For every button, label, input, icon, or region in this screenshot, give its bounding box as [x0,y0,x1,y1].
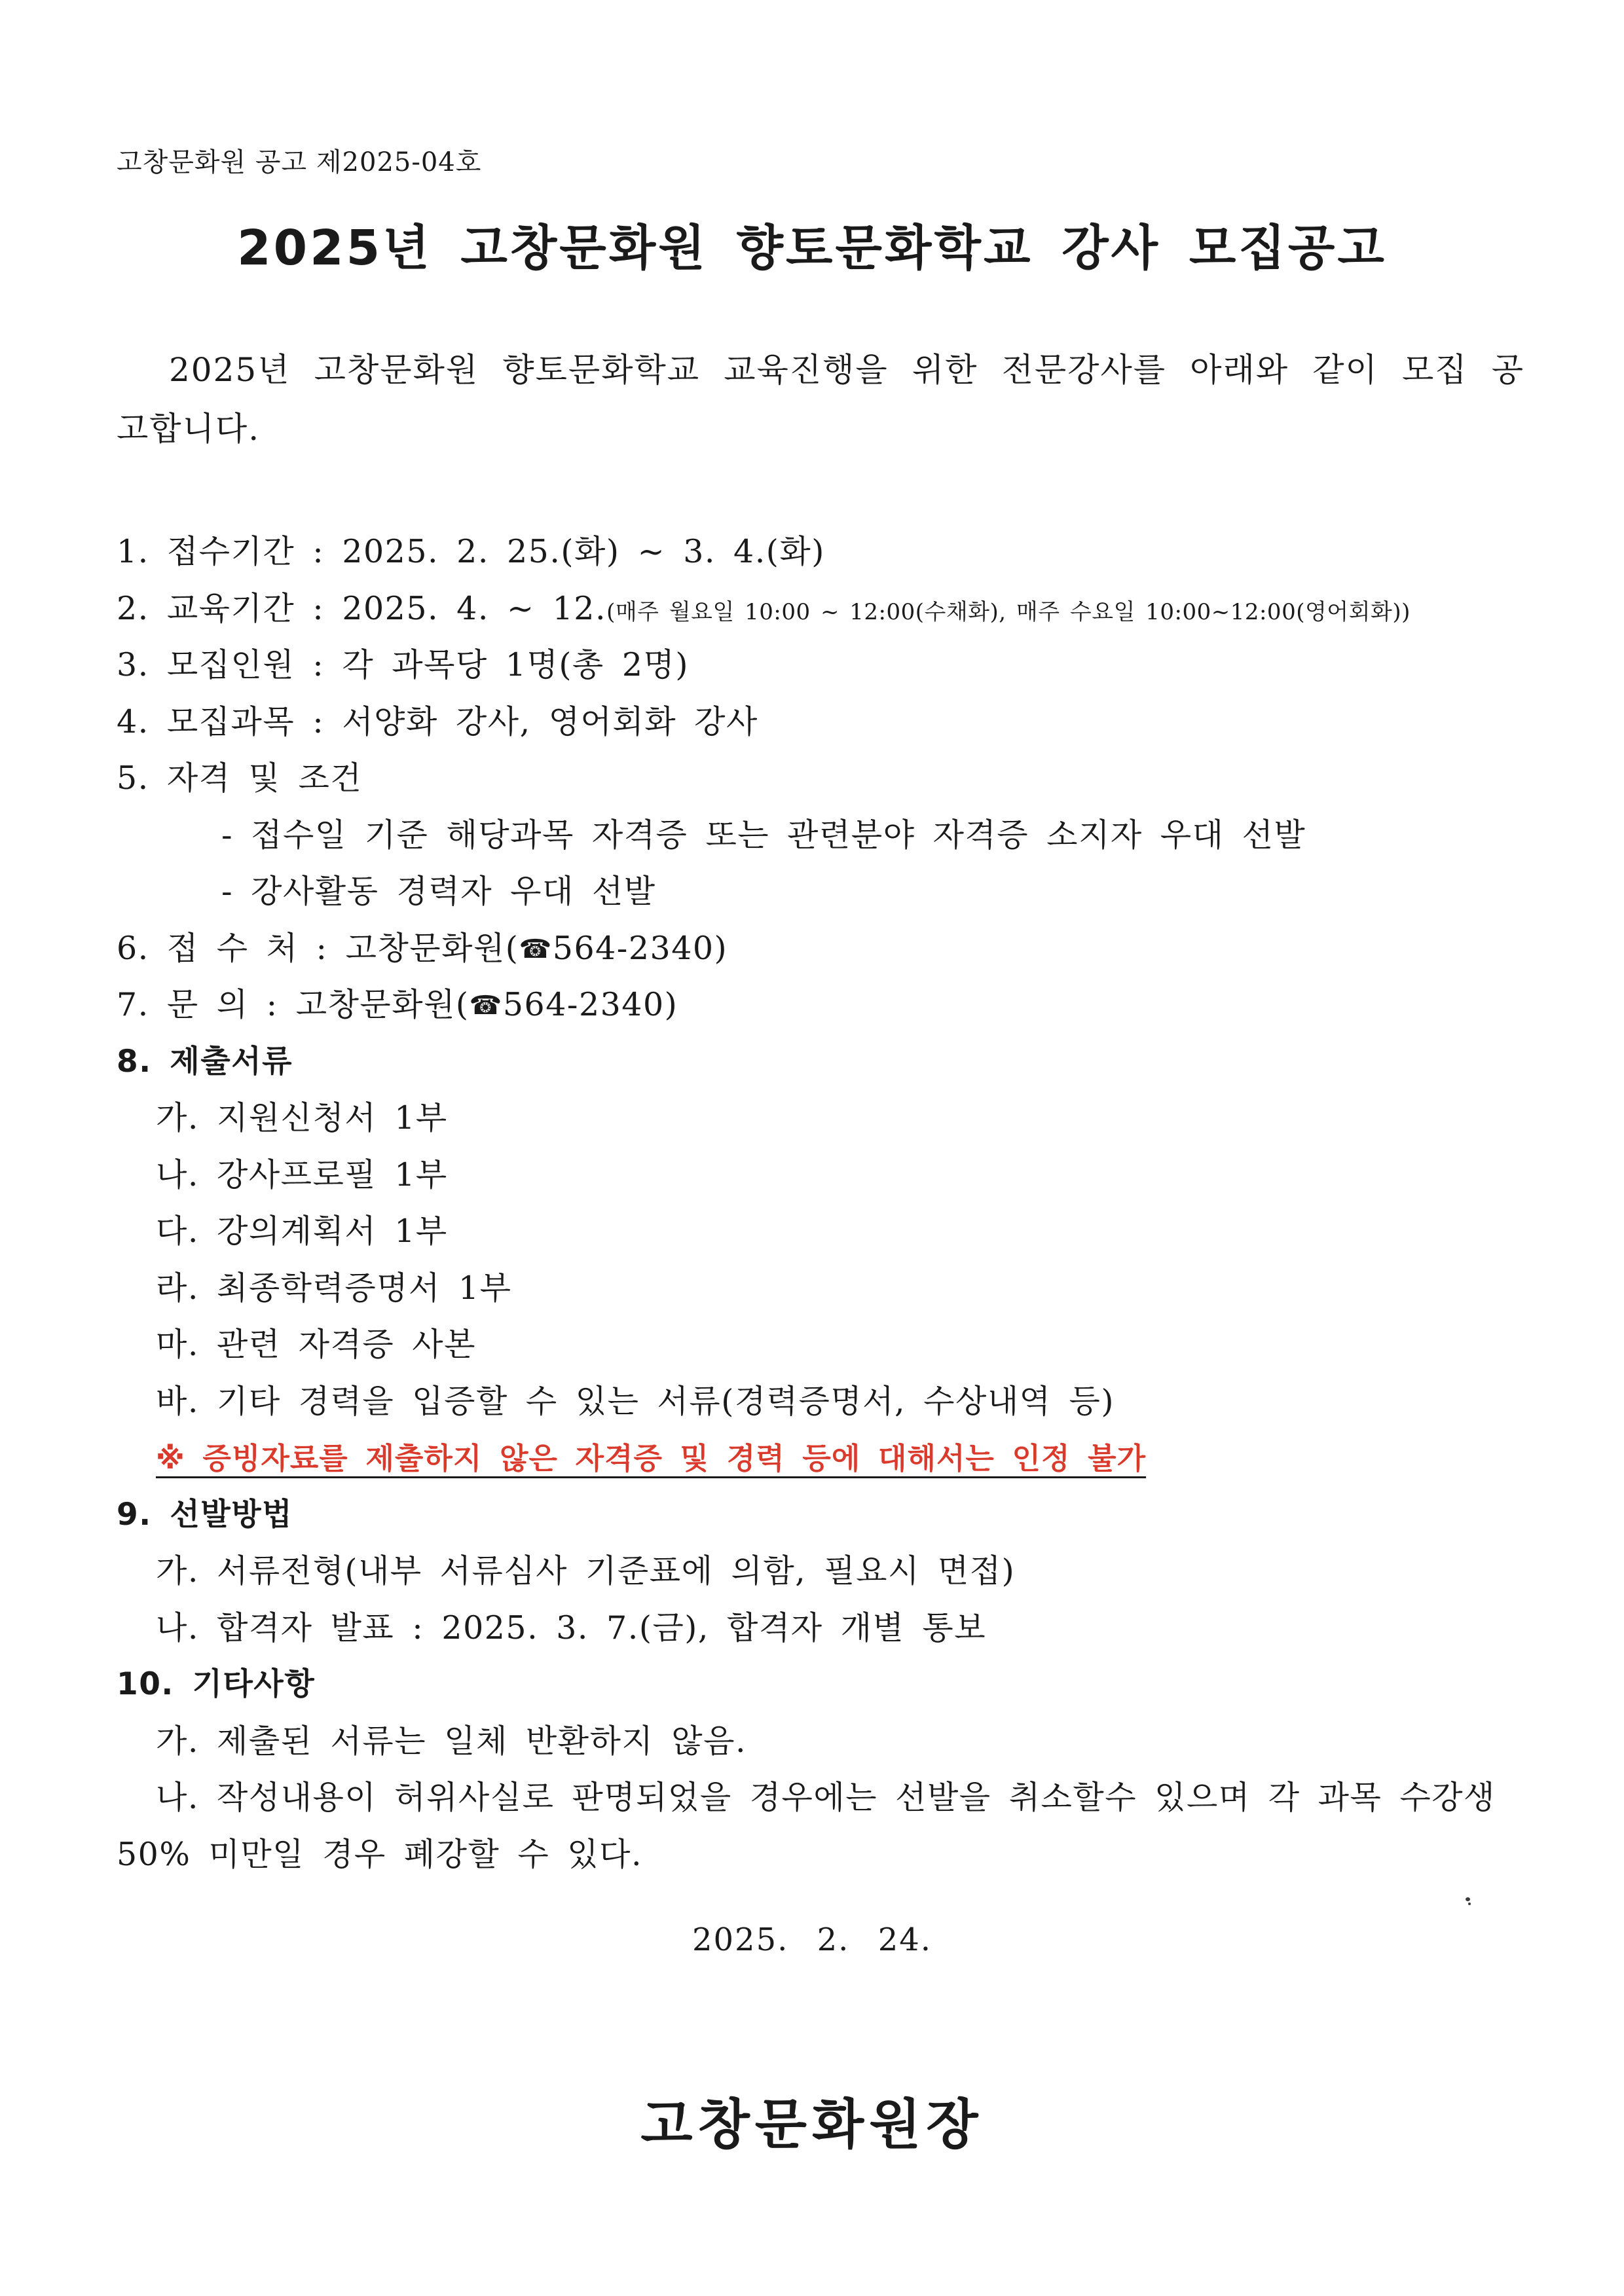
phone-icon: ☎ [519,934,553,964]
other-line: 나. 작성내용이 허위사실로 판명되었을 경우에는 선발을 취소할수 있으며 각 과목 수강생 50% 미만일 경우 폐강할 수 있다. [117,1779,1496,1873]
notice-date: 2025. 2. 24. [692,1922,932,1958]
qualification-line: - 접수일 기준 해당과목 자격증 또는 관련분야 자격증 소지자 우대 선발 [221,816,1306,854]
item-application-period: 1. 접수기간 : 2025. 2. 25.(화) ~ 3. 4.(화) [117,533,825,570]
document-line: 나. 강사프로필 1부 [156,1156,448,1194]
selection-line: 가. 서류전형(내부 서류심사 기준표에 의함, 필요시 면접) [156,1552,1016,1590]
education-period-main: 2. 교육기간 : 2025. 4. ~ 12. [117,589,607,627]
item-other-heading: 10. 기타사항 [117,1666,316,1702]
warning-line [117,1430,1544,1487]
document-line: 마. 관련 자격증 사본 [156,1326,476,1363]
document-line: 라. 최종학력증명서 1부 [156,1269,512,1307]
item-recruit-subjects: 4. 모집과목 : 서양화 강사, 영어회화 강사 [117,702,758,740]
notice-number: 고창문화원 공고 제2025-04호 [117,147,482,177]
reception-label: 6. 접 수 처 : 고창문화원( [117,929,519,967]
item-selection-heading: 9. 선발방법 [117,1496,293,1533]
education-period-detail: (매주 월요일 10:00 ~ 12:00(수채화), 매주 수요일 10:00~12:00(영어회화)) [606,598,1411,625]
item-qualifications: 5. 자격 및 조건 [117,759,363,797]
document-line: 가. 지원신청서 1부 [156,1099,448,1137]
item-recruit-count: 3. 모집인원 : 각 과목당 1명(총 2명) [117,646,689,683]
selection-line: 나. 합격자 발표 : 2025. 3. 7.(금), 합격자 개별 통보 [156,1609,987,1647]
intro-paragraph: 2025년 고창문화원 향토문화학교 교육진행을 위한 전문강사를 아래와 같이 모집 공고합니다. [117,351,1524,448]
document-line: 바. 기타 경력을 입증할 수 있는 서류(경력증명서, 수상내역 등) [156,1382,1115,1420]
item-education-period [117,581,1544,638]
other-line: 가. 제출된 서류는 일체 반환하지 않음. [156,1722,747,1760]
scan-speck [1468,1903,1471,1905]
inquiry-label: 7. 문 의 : 고창문화원( [117,986,470,1023]
reception-phone: 564-2340) [552,929,728,967]
qualification-line: - 강사활동 경력자 우대 선발 [221,873,656,910]
notice-items [117,524,1544,1883]
inquiry-phone: 564-2340) [502,986,678,1023]
phone-icon: ☎ [469,991,503,1021]
scan-speck [1466,1897,1470,1901]
item-inquiry [117,977,1544,1034]
signature: 고창문화원장 [640,2093,984,2156]
document-line: 다. 강의계획서 1부 [156,1212,448,1250]
page-title: 2025년 고창문화원 향토문화학교 강사 모집공고 [237,220,1387,276]
warning-text: ※ 증빙자료를 제출하지 않은 자격증 및 경력 등에 대해서는 인정 불가 [156,1441,1147,1476]
item-documents-heading: 8. 제출서류 [117,1043,293,1080]
item-reception [117,920,1544,977]
